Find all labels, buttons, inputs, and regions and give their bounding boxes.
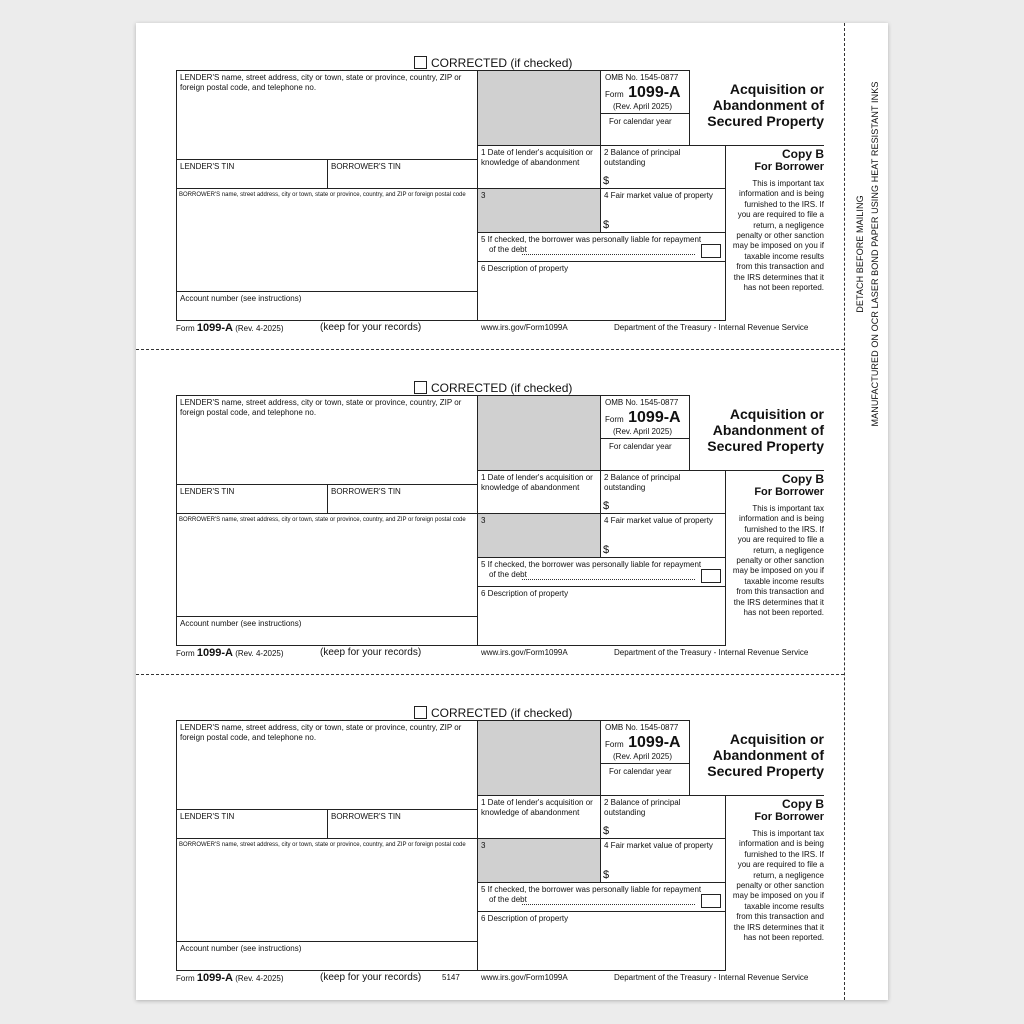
footer-department: Department of the Treasury - Internal Revenue Service	[614, 973, 809, 982]
perforation-line	[136, 349, 844, 350]
revision-date: (Rev. April 2025)	[601, 102, 689, 114]
box-5-checkbox[interactable]	[701, 894, 721, 908]
title-line-2: Abandonment of	[712, 422, 824, 438]
box-3	[477, 513, 601, 558]
account-number-box[interactable]	[176, 291, 478, 321]
box-5[interactable]	[477, 882, 726, 912]
borrower-tin-box[interactable]	[327, 809, 478, 839]
form-number: 1099-A	[628, 409, 681, 426]
footer-department: Department of the Treasury - Internal Revenue Service	[614, 323, 809, 332]
footer-form-id	[176, 972, 284, 985]
footer-url: www.irs.gov/Form1099A	[481, 648, 568, 657]
calendar-year-label: For calendar year	[609, 442, 672, 451]
corrected-checkbox-row[interactable]	[414, 706, 572, 720]
lender-name-label: LENDER'S name, street address, city or town, state or province, country, ZIP or foreign postal code, and telephone no.	[180, 73, 462, 92]
box-6[interactable]	[477, 261, 726, 321]
tax-notice: This is important tax information and is being furnished to the IRS. If you are required to file a return, a negligence penalty or other sanction may be imposed on you if taxable income results from this transaction and the IRS determines that it has not been reported.	[732, 179, 824, 293]
box-4[interactable]	[600, 838, 726, 883]
form-slip	[136, 673, 888, 998]
box-5-label: 5 If checked, the borrower was personally liable for repayment	[481, 235, 702, 244]
footer-form-number: 1099-A	[196, 972, 233, 984]
box-2[interactable]	[600, 145, 726, 189]
perforation-line	[136, 674, 844, 675]
account-number-box[interactable]	[176, 941, 478, 971]
footer-revision: (Rev. 4-2025)	[235, 324, 284, 333]
box-1[interactable]	[477, 470, 601, 514]
box-4-label: 4 Fair market value of property	[604, 516, 713, 525]
borrower-tin-box[interactable]	[327, 159, 478, 189]
form-slip	[136, 348, 888, 673]
account-number-label: Account number (see instructions)	[180, 619, 302, 628]
box-4[interactable]	[600, 513, 726, 558]
footer-form-number: 1099-A	[196, 322, 233, 334]
copy-label: Copy B	[782, 797, 824, 811]
box-3	[477, 838, 601, 883]
footer-form-number: 1099-A	[196, 647, 233, 659]
title-line-1: Acquisition or	[729, 731, 824, 747]
box-6-label: 6 Description of property	[481, 914, 569, 923]
box-2[interactable]	[600, 795, 726, 839]
manufacturing-notice: MANUFACTURED ON OCR LASER BOND PAPER USING HEAT RESISTANT INKS	[870, 81, 880, 427]
for-borrower-label: For Borrower	[754, 161, 824, 173]
title-line-1: Acquisition or	[729, 406, 824, 422]
box-5-label: 5 If checked, the borrower was personally liable for repayment	[481, 885, 702, 894]
footer-form-word: Form	[176, 974, 195, 983]
account-number-label: Account number (see instructions)	[180, 294, 302, 303]
box-5-leader-dots	[522, 904, 695, 905]
borrower-name-box[interactable]	[176, 513, 478, 617]
form-word: Form	[605, 90, 624, 99]
box-3-label: 3	[481, 191, 486, 200]
borrower-name-label: BORROWER'S name, street address, city or town, state or province, country, and ZIP or foreign postal code	[179, 842, 466, 848]
perforation-line-vertical	[844, 23, 845, 1000]
box-4-label: 4 Fair market value of property	[604, 191, 713, 200]
footer-form-id	[176, 647, 284, 660]
footer-form-word: Form	[176, 649, 195, 658]
form-word: Form	[605, 740, 624, 749]
box-1-label: 1 Date of lender's acquisition or knowledge of abandonment	[481, 473, 593, 492]
form-title	[690, 406, 824, 454]
box-1[interactable]	[477, 795, 601, 839]
copy-label: Copy B	[782, 147, 824, 161]
box-4-label: 4 Fair market value of property	[604, 841, 713, 850]
borrower-name-label: BORROWER'S name, street address, city or town, state or province, country, and ZIP or foreign postal code	[179, 517, 466, 523]
revision-date: (Rev. April 2025)	[601, 427, 689, 439]
footer-code: 5147	[442, 973, 460, 982]
box-1[interactable]	[477, 145, 601, 189]
calendar-year-label: For calendar year	[609, 767, 672, 776]
form-word: Form	[605, 415, 624, 424]
box-5-label: 5 If checked, the borrower was personally liable for repayment	[481, 560, 702, 569]
box-2-dollar: $	[603, 175, 610, 187]
omb-number: OMB No. 1545-0877	[605, 398, 679, 407]
footer-keep: (keep for your records)	[320, 647, 422, 658]
box-2-dollar: $	[603, 825, 610, 837]
account-number-box[interactable]	[176, 616, 478, 646]
box-4-dollar: $	[603, 219, 610, 231]
calendar-year-label: For calendar year	[609, 117, 672, 126]
footer-keep: (keep for your records)	[320, 322, 422, 333]
box-1-label: 1 Date of lender's acquisition or knowledge of abandonment	[481, 148, 593, 167]
box-5-label-cont: of the debt	[489, 894, 527, 904]
lender-tin-label: LENDER'S TIN	[180, 487, 235, 496]
title-line-2: Abandonment of	[712, 747, 824, 763]
box-2-label: 2 Balance of principal outstanding	[604, 148, 681, 167]
revision-date: (Rev. April 2025)	[601, 752, 689, 764]
footer-url: www.irs.gov/Form1099A	[481, 323, 568, 332]
borrower-tin-label: BORROWER'S TIN	[331, 487, 401, 496]
copy-label: Copy B	[782, 472, 824, 486]
form-title	[690, 731, 824, 779]
box-6[interactable]	[477, 586, 726, 646]
box-4[interactable]	[600, 188, 726, 233]
for-borrower-label: For Borrower	[754, 811, 824, 823]
corrected-checkbox[interactable]	[414, 706, 427, 719]
box-2[interactable]	[600, 470, 726, 514]
title-line-3: Secured Property	[707, 763, 824, 779]
title-line-1: Acquisition or	[729, 81, 824, 97]
shaded-box-top	[477, 720, 601, 796]
copy-panel	[725, 145, 824, 321]
omb-number: OMB No. 1545-0877	[605, 73, 679, 82]
copy-panel	[725, 470, 824, 646]
borrower-name-box[interactable]	[176, 838, 478, 942]
box-2-label: 2 Balance of principal outstanding	[604, 473, 681, 492]
box-1-label: 1 Date of lender's acquisition or knowledge of abandonment	[481, 798, 593, 817]
form-id-box	[600, 395, 690, 471]
borrower-tin-label: BORROWER'S TIN	[331, 812, 401, 821]
form-number: 1099-A	[628, 84, 681, 101]
lender-name-box[interactable]	[176, 720, 478, 810]
box-4-dollar: $	[603, 544, 610, 556]
corrected-label: CORRECTED (if checked)	[431, 381, 573, 395]
corrected-checkbox[interactable]	[414, 381, 427, 394]
form-id-box	[600, 720, 690, 796]
box-5-leader-dots	[522, 579, 695, 580]
box-6[interactable]	[477, 911, 726, 971]
box-2-dollar: $	[603, 500, 610, 512]
corrected-label: CORRECTED (if checked)	[431, 706, 573, 720]
shaded-box-top	[477, 395, 601, 471]
lender-tin-box[interactable]	[176, 809, 328, 839]
account-number-label: Account number (see instructions)	[180, 944, 302, 953]
lender-name-box[interactable]	[176, 395, 478, 485]
box-3-label: 3	[481, 516, 486, 525]
borrower-name-label: BORROWER'S name, street address, city or town, state or province, country, and ZIP or foreign postal code	[179, 192, 466, 198]
borrower-tin-box[interactable]	[327, 484, 478, 514]
title-line-3: Secured Property	[707, 113, 824, 129]
lender-name-label: LENDER'S name, street address, city or town, state or province, country, ZIP or foreign postal code, and telephone no.	[180, 398, 462, 417]
footer-url: www.irs.gov/Form1099A	[481, 973, 568, 982]
footer-form-word: Form	[176, 324, 195, 333]
corrected-checkbox-row[interactable]	[414, 381, 572, 395]
box-5-leader-dots	[522, 254, 695, 255]
box-5-label-cont: of the debt	[489, 244, 527, 254]
tax-notice: This is important tax information and is being furnished to the IRS. If you are required to file a return, a negligence penalty or other sanction may be imposed on you if taxable income results from this transaction and the IRS determines that it has not been reported.	[732, 504, 824, 618]
footer-revision: (Rev. 4-2025)	[235, 974, 284, 983]
form-number: 1099-A	[628, 734, 681, 751]
borrower-name-box[interactable]	[176, 188, 478, 292]
box-3	[477, 188, 601, 233]
box-6-label: 6 Description of property	[481, 264, 569, 273]
borrower-tin-label: BORROWER'S TIN	[331, 162, 401, 171]
footer-revision: (Rev. 4-2025)	[235, 649, 284, 658]
omb-number: OMB No. 1545-0877	[605, 723, 679, 732]
form-slip	[136, 23, 888, 348]
footer-department: Department of the Treasury - Internal Revenue Service	[614, 648, 809, 657]
lender-name-label: LENDER'S name, street address, city or town, state or province, country, ZIP or foreign postal code, and telephone no.	[180, 723, 462, 742]
detach-notice: DETACH BEFORE MAILING	[855, 195, 865, 313]
box-5[interactable]	[477, 232, 726, 262]
lender-tin-label: LENDER'S TIN	[180, 162, 235, 171]
form-sheet	[136, 23, 888, 1000]
box-5-checkbox[interactable]	[701, 569, 721, 583]
lender-tin-label: LENDER'S TIN	[180, 812, 235, 821]
box-4-dollar: $	[603, 869, 610, 881]
lender-name-box[interactable]	[176, 70, 478, 160]
form-id-box	[600, 70, 690, 146]
corrected-checkbox[interactable]	[414, 56, 427, 69]
corrected-checkbox-row[interactable]	[414, 56, 572, 70]
box-2-label: 2 Balance of principal outstanding	[604, 798, 681, 817]
shaded-box-top	[477, 70, 601, 146]
box-5[interactable]	[477, 557, 726, 587]
title-line-3: Secured Property	[707, 438, 824, 454]
box-5-label-cont: of the debt	[489, 569, 527, 579]
side-text	[852, 69, 884, 439]
footer-keep: (keep for your records)	[320, 972, 422, 983]
lender-tin-box[interactable]	[176, 159, 328, 189]
for-borrower-label: For Borrower	[754, 486, 824, 498]
box-3-label: 3	[481, 841, 486, 850]
lender-tin-box[interactable]	[176, 484, 328, 514]
box-6-label: 6 Description of property	[481, 589, 569, 598]
tax-notice: This is important tax information and is being furnished to the IRS. If you are required to file a return, a negligence penalty or other sanction may be imposed on you if taxable income results from this transaction and the IRS determines that it has not been reported.	[732, 829, 824, 943]
corrected-label: CORRECTED (if checked)	[431, 56, 573, 70]
copy-panel	[725, 795, 824, 971]
box-5-checkbox[interactable]	[701, 244, 721, 258]
form-title	[690, 81, 824, 129]
title-line-2: Abandonment of	[712, 97, 824, 113]
footer-form-id	[176, 322, 284, 335]
